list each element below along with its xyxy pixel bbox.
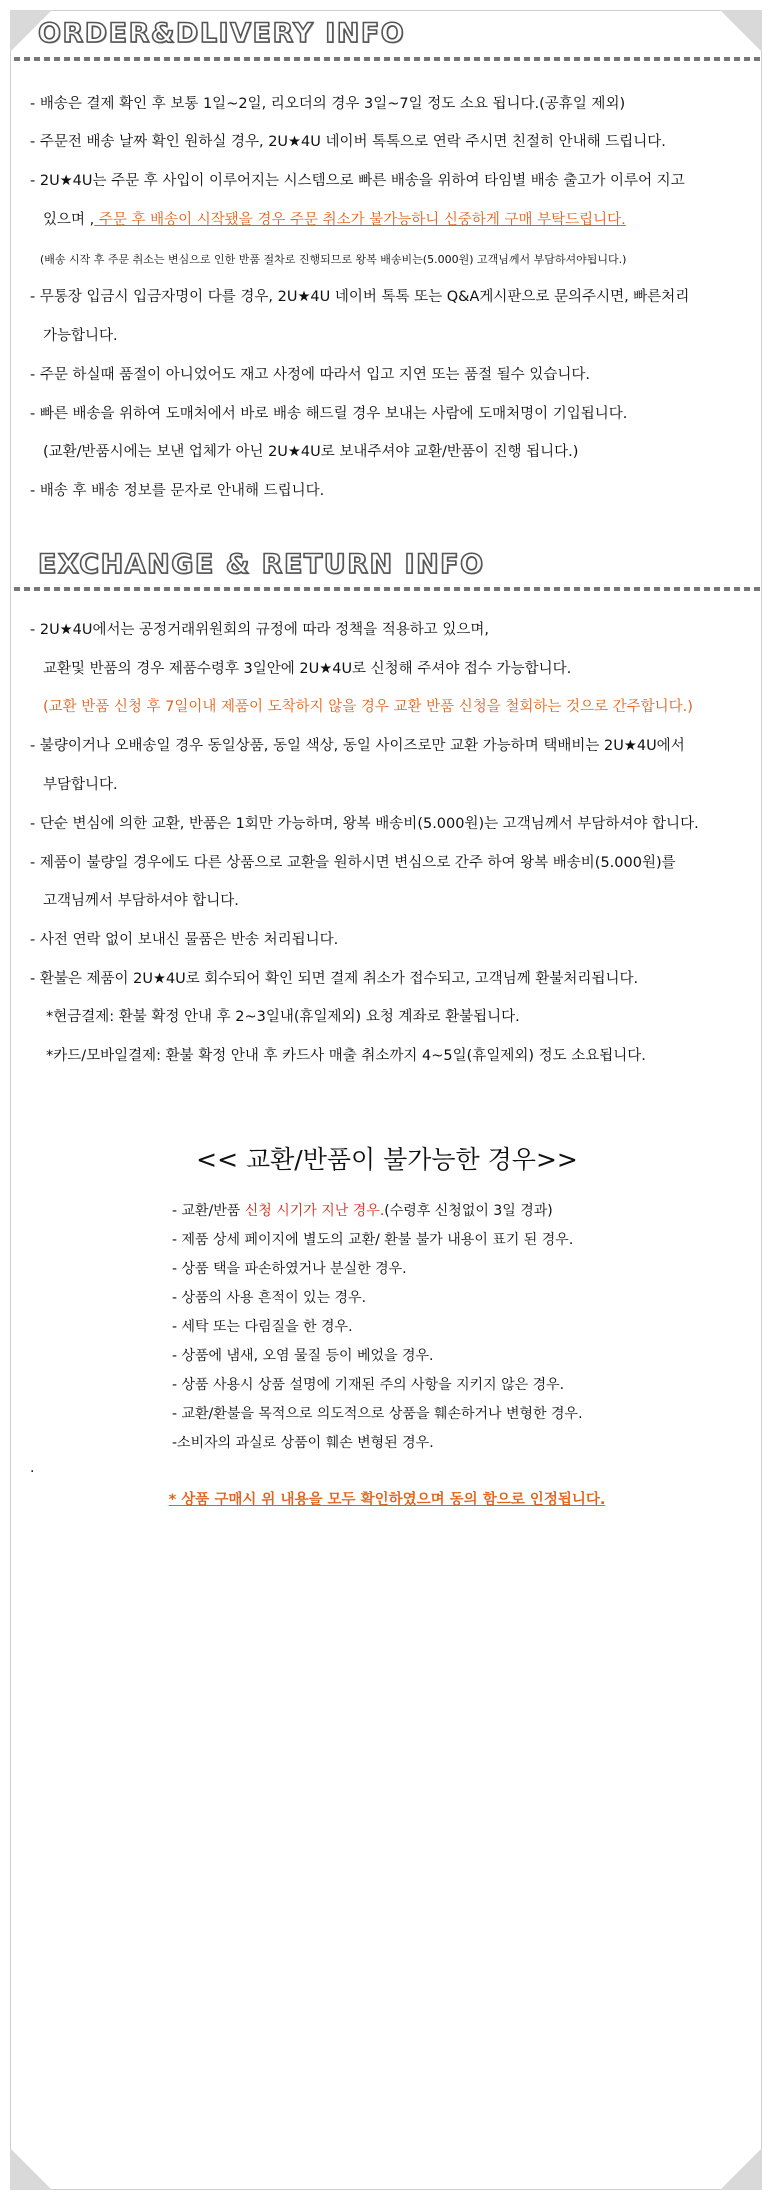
order-note-small: (배송 시작 후 주문 취소는 변심으로 인한 반품 절차로 진행되므로 왕복 배송비는(5.000원) 고객님께서 부담하셔야됩니다.) — [40, 253, 627, 266]
not-possible-title: << 교환/반품이 불가능한 경우>> — [196, 1145, 578, 1174]
exchange-section-title: EXCHANGE & RETURN INFO — [38, 549, 485, 580]
not-possible-item: - 교환/환불을 목적으로 의도적으로 상품을 훼손하거나 변형한 경우. — [172, 1406, 583, 1422]
section-divider — [14, 57, 760, 61]
not-possible-item: - 상품 택을 파손하였거나 분실한 경우. — [172, 1261, 407, 1277]
not-possible-item: - 세탁 또는 다림질을 한 경우. — [172, 1319, 353, 1335]
exchange-line-2: 교환및 반품의 경우 제품수령후 3일안에 2U★4U로 신청해 주셔야 접수 가능합니다. — [43, 661, 572, 677]
not-possible-item: - 상품에 냄새, 오염 물질 등이 베었을 경우. — [172, 1348, 434, 1364]
exchange-line-6: - 단순 변심에 의한 교환, 반품은 1회만 가능하며, 왕복 배송비(5.000원)는 고객님께서 부담하셔야 합니다. — [30, 816, 699, 832]
corner-decoration-bottom-right — [720, 2148, 762, 2190]
order-line-1: - 배송은 결제 확인 후 보통 1일~2일, 리오더의 경우 3일~7일 정도 소요 됩니다.(공휴일 제외) — [30, 96, 626, 112]
order-line-7: 가능합니다. — [43, 328, 118, 344]
purchase-consent-notice: * 상품 구매시 위 내용을 모두 확인하였으며 동의 함으로 인정됩니다. — [168, 1492, 606, 1508]
section-divider — [14, 587, 760, 591]
not-possible-item-1-prefix: - 교환/반품 — [172, 1203, 245, 1219]
not-possible-item: - 상품 사용시 상품 설명에 기재된 주의 사항을 지키지 않은 경우. — [172, 1377, 565, 1393]
exchange-line-10: - 환불은 제품이 2U★4U로 회수되어 확인 되면 결제 취소가 접수되고, 고객님께 환불처리됩니다. — [30, 971, 639, 987]
not-possible-item: - 상품의 사용 흔적이 있는 경우. — [172, 1290, 367, 1306]
exchange-cash-refund: *현금결제: 환불 확정 안내 후 2~3일내(휴일제외) 요청 계좌로 환불됩니다. — [46, 1009, 520, 1025]
exchange-line-5: 부담합니다. — [43, 777, 118, 793]
order-line-3: - 2U★4U는 주문 후 사입이 이루어지는 시스템으로 빠른 배송을 위하여 타임별 배송 출고가 이루어 지고 — [30, 173, 685, 189]
order-line-11: - 배송 후 배송 정보를 문자로 안내해 드립니다. — [30, 483, 325, 499]
not-possible-item: -소비자의 과실로 상품이 훼손 변형된 경우. — [172, 1435, 434, 1451]
exchange-line-1: - 2U★4U에서는 공정거래위원회의 규정에 따라 정책을 적용하고 있으며, — [30, 622, 489, 638]
order-line-4 — [43, 210, 754, 230]
corner-decoration-top-right — [720, 10, 762, 52]
exchange-line-7: - 제품이 불량일 경우에도 다른 상품으로 교환을 원하시면 변심으로 간주 하여 왕복 배송비(5.000원)를 — [30, 855, 676, 871]
not-possible-item: - 제품 상세 페이지에 별도의 교환/ 환불 불가 내용이 표기 된 경우. — [172, 1232, 574, 1248]
order-line-6: - 무통장 입금시 입금자명이 다를 경우, 2U★4U 네이버 톡톡 또는 Q&A게시판으로 문의주시면, 빠른처리 — [30, 289, 690, 305]
exchange-withdrawal-warning: (교환 반품 신청 후 7일이내 제품이 도착하지 않을 경우 교환 반품 신청을 철회하는 것으로 간주합니다.) — [43, 699, 693, 715]
order-line-8: - 주문 하실때 품절이 아니었어도 재고 사정에 따라서 입고 지연 또는 품절 될수 있습니다. — [30, 367, 591, 383]
not-possible-item-1 — [172, 1201, 553, 1221]
exchange-line-4: - 불량이거나 오배송일 경우 동일상품, 동일 색상, 동일 사이즈로만 교환 가능하며 택배비는 2U★4U에서 — [30, 738, 685, 754]
order-line-2: - 주문전 배송 날짜 확인 원하실 경우, 2U★4U 네이버 톡톡으로 연락 주시면 친절히 안내해 드립니다. — [30, 134, 666, 150]
not-possible-item-1-highlight: 신청 시기가 지난 경우. — [244, 1203, 385, 1219]
not-possible-item-1-suffix: (수령후 신청없이 3일 경과) — [384, 1203, 553, 1219]
order-section-title: ORDER&DLIVERY INFO — [38, 18, 406, 49]
exchange-card-refund: *카드/모바일결제: 환불 확정 안내 후 카드사 매출 취소까지 4~5일(휴일제외) 정도 소요됩니다. — [46, 1048, 646, 1064]
exchange-line-9: - 사전 연락 없이 보내신 물품은 반송 처리됩니다. — [30, 932, 339, 948]
order-line-4-text: 있으며 , — [43, 212, 95, 228]
order-cancel-warning: 주문 후 배송이 시작됐을 경우 주문 취소가 불가능하니 신중하게 구매 부탁드립니다. — [94, 212, 626, 228]
corner-decoration-bottom-left — [10, 2148, 52, 2190]
order-line-9: - 빠른 배송을 위하여 도매처에서 바로 배송 해드릴 경우 보내는 사람에 도매처명이 기입됩니다. — [30, 406, 628, 422]
order-line-10: (교환/반품시에는 보낸 업체가 아닌 2U★4U로 보내주셔야 교환/반품이 진행 됩니다.) — [43, 444, 579, 460]
stray-dot: . — [30, 1460, 35, 1476]
exchange-line-8: 고객님께서 부담하셔야 합니다. — [43, 893, 239, 909]
